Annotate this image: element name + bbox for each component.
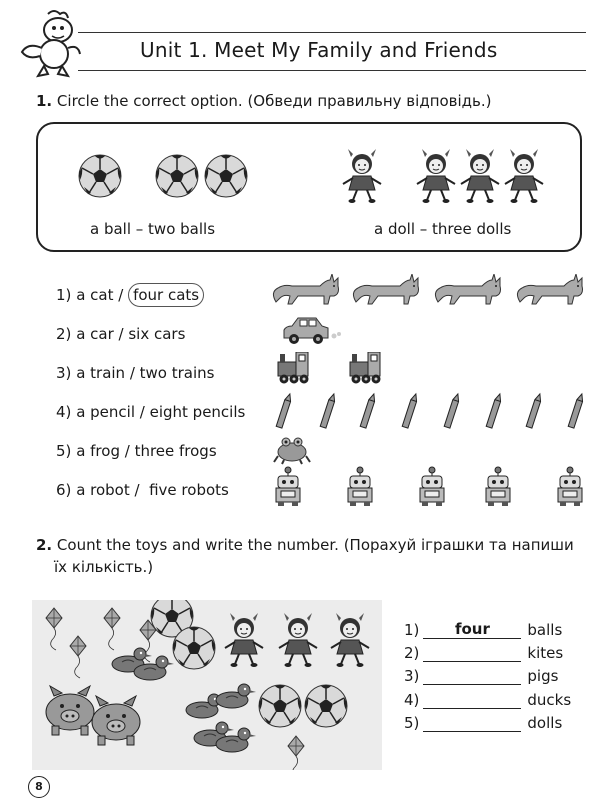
option-plural[interactable]: six cars <box>128 325 186 343</box>
page-number: 8 <box>28 776 50 798</box>
answer-row: 4) ducks <box>404 691 572 709</box>
task2-number: 2. <box>36 536 53 554</box>
task2-instruction: Count the toys and write the number. (Порахуй іграшки та напиши <box>56 536 574 554</box>
task1-instruction: Circle the correct option. (Обведи правильну відповідь.) <box>56 92 492 110</box>
option-plural[interactable]: five robots <box>149 481 229 499</box>
list-item: 1) a cat / four cats <box>56 286 204 304</box>
list-item: 4) a pencil / eight pencils <box>56 403 246 421</box>
option-plural-circled[interactable]: four cats <box>128 283 204 307</box>
unit-mascot-icon <box>14 8 84 80</box>
option-singular[interactable]: a frog <box>76 442 120 460</box>
answer-row: 2) kites <box>404 644 564 662</box>
frog-picture <box>272 434 312 466</box>
header-rule-bottom <box>78 70 586 71</box>
answer-blank[interactable] <box>423 643 521 662</box>
car-picture <box>276 316 366 350</box>
option-singular[interactable]: a robot <box>76 481 130 499</box>
trains-picture <box>272 352 392 386</box>
task2-instruction-cont: їх кількість.) <box>54 558 154 576</box>
robots-picture <box>272 466 592 508</box>
example-label-balls: a ball – two balls <box>90 220 216 238</box>
list-item: 6) a robot / five robots <box>56 481 229 499</box>
task2-heading <box>36 536 574 554</box>
option-singular[interactable]: a pencil <box>76 403 135 421</box>
page-title: Unit 1. Meet My Family and Friends <box>140 38 498 62</box>
answer-row: 3) pigs <box>404 667 559 685</box>
example-balls-picture <box>70 150 260 202</box>
task1-heading <box>36 92 492 110</box>
option-singular[interactable]: a cat <box>76 286 114 304</box>
option-plural[interactable]: eight pencils <box>149 403 246 421</box>
cats-picture <box>268 274 588 310</box>
answer-blank[interactable] <box>423 690 521 709</box>
answer-row: 1) four balls <box>404 620 563 639</box>
answer-blank[interactable] <box>423 666 521 685</box>
example-dolls-picture <box>330 140 560 206</box>
list-item: 3) a train / two trains <box>56 364 215 382</box>
list-item: 2) a car / six cars <box>56 325 186 343</box>
option-plural[interactable]: three frogs <box>134 442 217 460</box>
answer-blank-filled[interactable]: four <box>423 620 521 639</box>
option-plural[interactable]: two trains <box>139 364 215 382</box>
option-singular[interactable]: a car <box>76 325 114 343</box>
example-label-dolls: a doll – three dolls <box>374 220 512 238</box>
option-singular[interactable]: a train <box>76 364 126 382</box>
answer-row: 5) dolls <box>404 714 563 732</box>
toys-picture <box>32 600 382 770</box>
list-item: 5) a frog / three frogs <box>56 442 217 460</box>
task1-number: 1. <box>36 92 53 110</box>
header-rule-top <box>78 32 586 33</box>
pencils-picture <box>270 392 590 432</box>
answer-blank[interactable] <box>423 713 521 732</box>
